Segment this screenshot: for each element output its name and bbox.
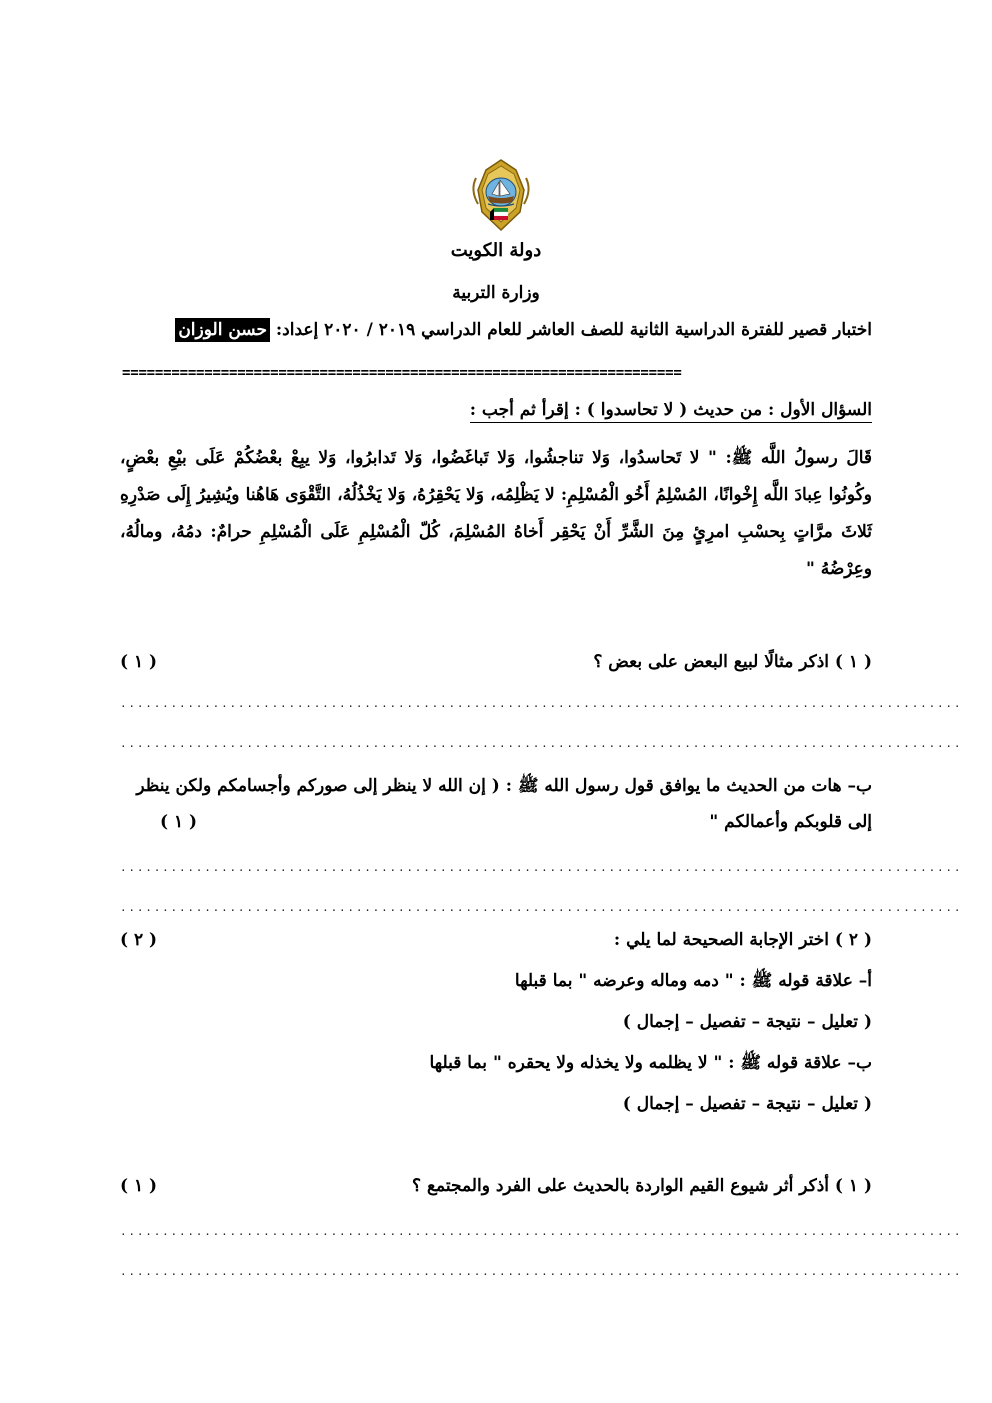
question-item-1-mark: ( ١ ) xyxy=(120,652,158,672)
hadith-text: قَالَ رسولُ اللَّه ﷺ: " لا تَحاسدُوا، وَلا تناجشُوا، وَلا تَباغَضُوا، وَلا تَدابرُوا، وَلا يبِعْ بعْضُكُمْ عَلَى بيْعِ بعْضٍ، وكُونُوا عِبادَ اللَّه إِخْوانًا، المُسْلِمُ أَخُو الْمُسْلِمِ: لا يَظْلِمُه، وَلا يَحْقِرُهُ، وَلا يَخْذُلُهُ، التَّقْوَى هَاهُنا ويُشِيرُ إِلَى صَدْرِهِ ثَلاثَ مرَّاتٍ بِحسْبِ امرِئٍ مِنَ الشَّرِّ أَنْ يَحْقِر أَخاهُ المُسْلِمَ، كُلّ الْمُسْلِمِ عَلَى الْمُسْلِمِ حرامٌ: دمُهُ، ومالُهُ، وعِرْضُهُ " xyxy=(120,448,872,579)
question1-heading xyxy=(440,400,872,420)
choice-b-statement: ب– علاقة قوله ﷺ : " لا يظلمه ولا يخذله ولا يحقره " بما قبلها xyxy=(429,1053,872,1073)
choice-b-options[interactable]: ( تعليل – نتيجة – تفصيل – إجمال ) xyxy=(622,1094,872,1114)
question-item-2 xyxy=(120,930,872,960)
choice-a-statement: أ– علاقة قوله ﷺ : " دمه وماله وعرضه " بما قبلها xyxy=(514,971,872,991)
question-item-b: ب– هات من الحديث ما يوافق قول رسول الله ﷺ : ( إن الله لا ينظر إلى صوركم وأجسامكم ولكن ينظر إلى قلوبكم وأعمالكم " xyxy=(136,776,872,832)
ministry-name: وزارة التربية xyxy=(452,283,540,303)
choice-a-options[interactable]: ( تعليل – نتيجة – تفصيل – إجمال ) xyxy=(622,1012,872,1032)
author-name: حسن الوزان xyxy=(175,318,270,342)
answer-line[interactable]: .................................................................................................... xyxy=(120,1225,963,1238)
question-item-3-mark: ( ١ ) xyxy=(120,1176,158,1196)
question-item-b-mark: ( ١ ) xyxy=(160,812,198,832)
question1-heading-text: السؤال الأول : من حديث ( لا تحاسدوا ) : إقرأ ثم أجب : xyxy=(470,400,872,423)
author-label: إعداد: xyxy=(275,320,319,340)
exam-title-text: اختبار قصير للفترة الدراسية الثانية للصف العاشر للعام الدراسي ٢٠١٩ / ٢٠٢٠ xyxy=(324,320,872,340)
question-item-3 xyxy=(120,1176,872,1206)
exam-title xyxy=(120,320,872,354)
answer-line[interactable]: .................................................................................................... xyxy=(120,737,963,750)
question-item-1 xyxy=(120,652,872,682)
separator-line: ==================================================================== xyxy=(122,365,682,381)
answer-line[interactable]: .................................................................................................... xyxy=(120,697,963,710)
question-item-2-mark: ( ٢ ) xyxy=(120,930,158,950)
answer-line[interactable]: .................................................................................................... xyxy=(120,1265,963,1278)
country-name: دولة الكويت xyxy=(450,240,542,261)
kuwait-emblem-icon xyxy=(466,156,536,236)
question-item-1-text: ( ١ ) اذكر مثالًا لبيع البعض على بعض ؟ xyxy=(593,652,872,672)
answer-line[interactable]: .................................................................................................... xyxy=(120,901,963,914)
question-item-3-text: ( ١ ) أذكر أثر شيوع القيم الواردة بالحديث على الفرد والمجتمع ؟ xyxy=(412,1176,872,1196)
question-item-2-text: ( ٢ ) اختر الإجابة الصحيحة لما يلي : xyxy=(613,930,872,950)
answer-line[interactable]: .................................................................................................... xyxy=(120,861,963,874)
